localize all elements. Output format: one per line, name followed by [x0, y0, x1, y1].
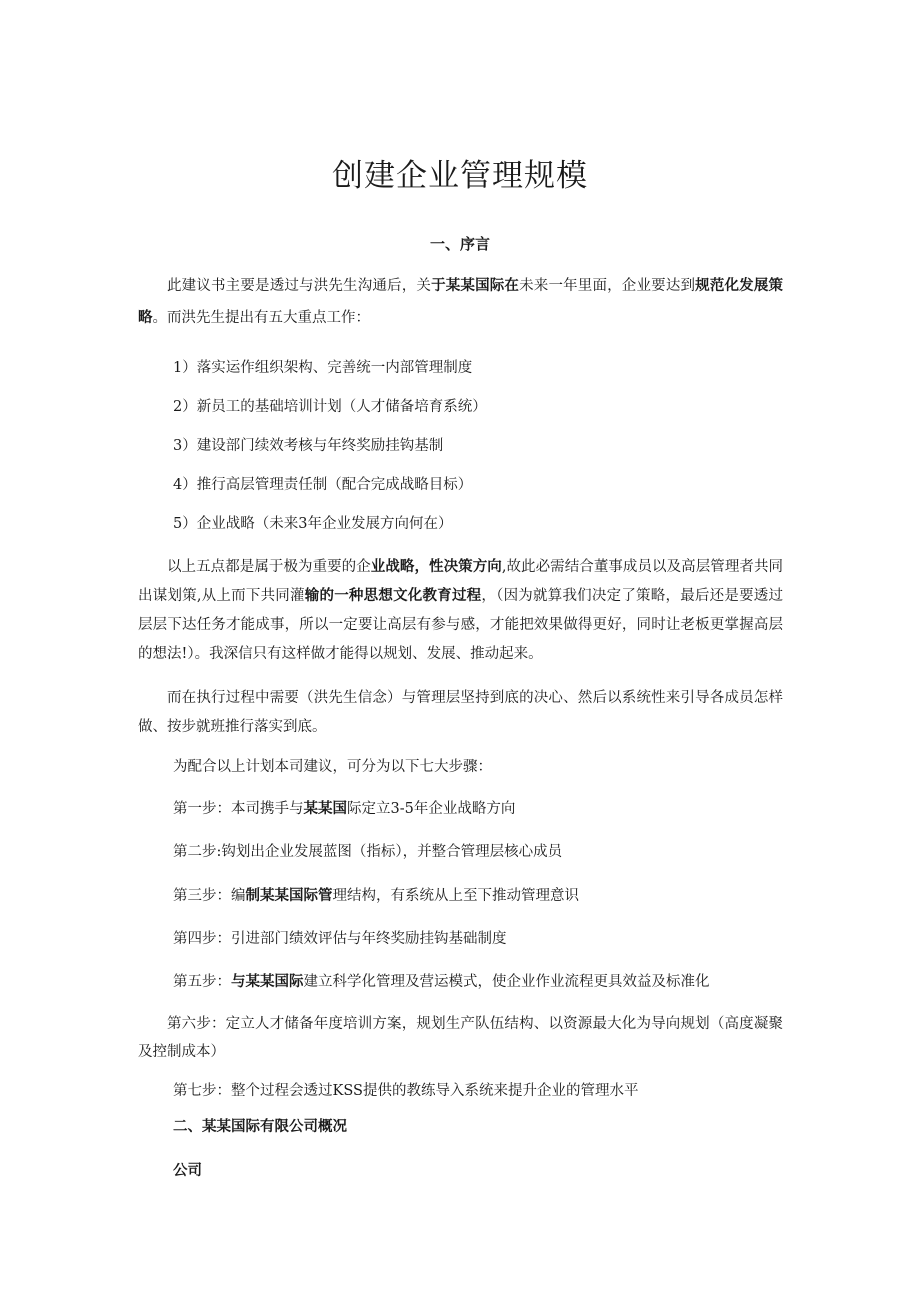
intro-paragraph [138, 270, 783, 334]
intro-bold-2: 规范化发展策略 [138, 278, 784, 326]
step-7: 第七步：整个过程会透过KSS提供的教练导入系统来提升企业的管理水平 [173, 1083, 639, 1099]
list-item: 1）落实运作组织架构、完善统一内部管理制度 [173, 360, 473, 376]
intro-bold-1: 于某某国际在 [431, 278, 520, 294]
step-5-bold: 与某某国际 [231, 974, 304, 990]
step-4: 第四步：引进部门绩效评估与年终奖励挂钩基础制度 [173, 931, 507, 947]
intro-text-3: 。而洪先生提出有五大重点工作： [152, 310, 370, 326]
list-item: 3）建设部门续效考核与年终奖励挂钩基制 [173, 438, 444, 454]
para2-text-2: ,故此必需结合董事成员以及高层管理者共同出谋划策,从上而下共同灌 [138, 559, 784, 604]
section-heading-preface: 一、序言 [429, 235, 490, 253]
intro-text-2: 未来一年里面，企业要达到 [519, 278, 696, 294]
para2-bold-1: 业战略，性决策方向 [370, 559, 502, 575]
step-1-text-1: 第一步：本司携手与 [173, 801, 304, 817]
section-subheading-company: 公司 [173, 1163, 202, 1179]
execution-paragraph: 而在执行过程中需要（洪先生信念）与管理层坚持到底的决心、然后以系统性来引导各成员怎样做、按步就班推行落实到底。 [138, 690, 783, 735]
list-item: 2）新员工的基础培训计划（人才储备培育系统） [173, 399, 487, 415]
section-heading-company: 二、某某国际有限公司概况 [173, 1119, 347, 1135]
step-1 [173, 799, 783, 819]
para2-text-1: 以上五点都是属于极为重要的企 [167, 559, 371, 575]
steps-intro: 为配合以上计划本司建议，可分为以下七大步骤： [173, 759, 492, 775]
intro-text-1: 此建议书主要是透过与洪先生沟通后，关 [167, 278, 432, 294]
step-1-bold: 某某国 [303, 801, 347, 817]
document-title: 创建企业管理规模 [332, 158, 588, 194]
step-6: 第六步：定立人才储备年度培训方案，规划生产队伍结构、以资源最大化为导向规划（高度凝聚及控制成本） [138, 1016, 783, 1060]
strategy-paragraph [138, 553, 783, 669]
para2-text-3: ，（因为就算我们决定了策略，最后还是要透过层层下达任务才能成事，所以一定要让高层有参与感，才能把效果做得更好，同时让老板更掌握高层的想法!）。我深信只有这样做才能得以规划、发展、推动起来。 [138, 588, 784, 662]
step-2: 第二步:钩划出企业发展蓝图（指标），并整合管理层核心成员 [173, 844, 563, 860]
step-3 [173, 886, 783, 906]
step-1-text-2: 际定立3-5年企业战略方向 [347, 801, 516, 817]
step-3-text-1: 第三步：编 [173, 888, 246, 904]
step-3-bold: 制某某国际管 [245, 888, 333, 904]
step-5-text-2: 建立科学化管理及营运模式，使企业作业流程更具效益及标准化 [303, 974, 710, 990]
list-item: 5）企业战略（未来3年企业发展方向何在） [173, 516, 453, 532]
para2-bold-2: 输的一种思想文化教育过程 [304, 588, 482, 604]
step-3-text-2: 理结构，有系统从上至下推动管理意识 [332, 888, 579, 904]
list-item: 4）推行高层管理责任制（配合完成战略目标） [173, 477, 473, 493]
step-5 [173, 972, 783, 992]
step-5-text-1: 第五步： [173, 974, 231, 990]
